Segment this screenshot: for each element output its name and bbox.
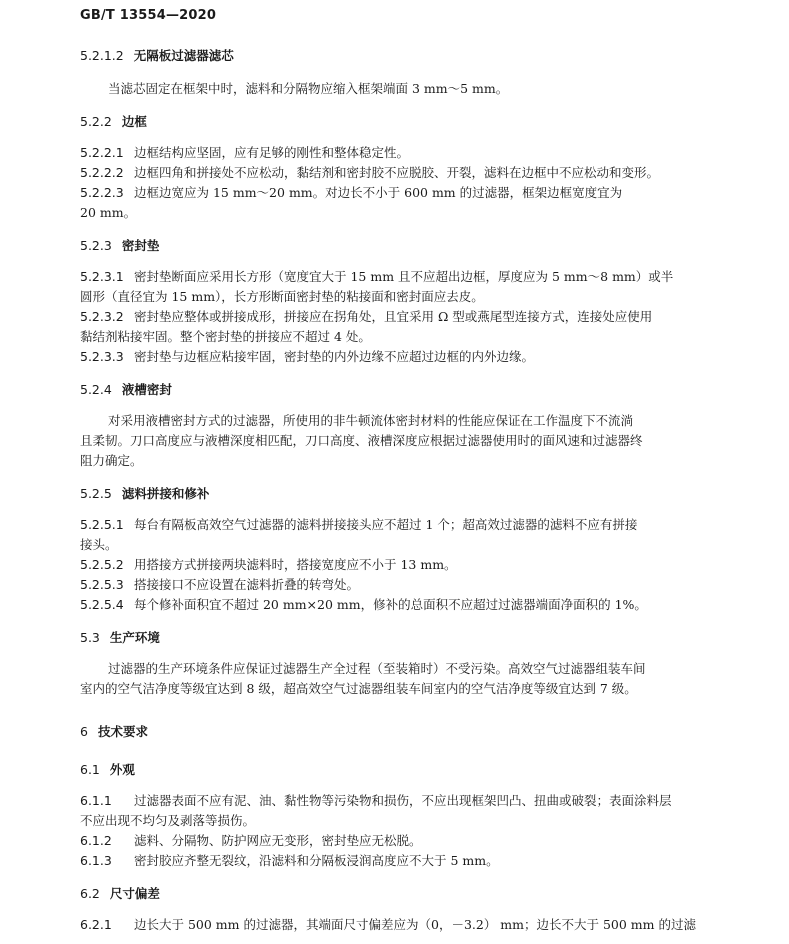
clause-text: 边框四角和拼接处不应松动，黏结剂和密封胶不应脱胶、开裂，滤料在边框中不应松动和变形。	[134, 165, 660, 180]
clause-text: 每个修补面积宜不超过 20 mm×20 mm，修补的总面积不应超过过滤器端面净面积的 1%。	[134, 597, 647, 612]
paragraph-line: 过滤器的生产环境条件应保证过滤器生产全过程（至装箱时）不受污染。高效空气过滤器组装车间	[108, 661, 646, 676]
clause-number: 6.1.3	[80, 853, 112, 868]
clause-number: 5.2.2.1	[80, 145, 124, 160]
clause-text: 密封垫应整体或拼接成形，拼接应在拐角处，且宜采用 Ω 型或燕尾型连接方式，连接处应使用	[134, 309, 653, 324]
section-title: 外观	[109, 762, 135, 777]
section-number: 6.2	[80, 886, 100, 901]
paragraph-line: 对采用液槽密封方式的过滤器，所使用的非牛顿流体密封材料的性能应保证在工作温度下不流淌	[108, 413, 634, 428]
clause-line	[80, 347, 534, 365]
clause-text: 密封胶应齐整无裂纹，沿滤料和分隔板浸润高度应不大于 5 mm。	[134, 853, 499, 868]
section-heading	[80, 628, 160, 646]
section-number: 5.3	[80, 630, 100, 645]
clause-text: 滤料、分隔物、防护网应无变形，密封垫应无松脱。	[134, 833, 422, 848]
paragraph-continuation: 黏结剂粘接牢固。整个密封垫的拼接应不超过 4 处。	[80, 329, 371, 344]
clause-number: 5.2.3.3	[80, 349, 124, 364]
clause-line	[80, 555, 457, 573]
clause-line	[80, 851, 499, 869]
section-number: 5.2.3	[80, 238, 112, 253]
clause-number: 5.2.2.3	[80, 185, 124, 200]
section-title: 密封垫	[121, 238, 160, 253]
paragraph-continuation: 20 mm。	[80, 205, 137, 220]
clause-line	[80, 143, 409, 161]
clause-number: 5.2.2.2	[80, 165, 124, 180]
clause-text: 边长大于 500 mm 的过滤器，其端面尺寸偏差应为（0，－3.2） mm；边长不大于 500 mm 的过滤	[134, 917, 696, 932]
clause-text: 每台有隔板高效空气过滤器的滤料拼接接头应不超过 1 个；超高效过滤器的滤料不应有拼接	[134, 517, 638, 532]
clause-number: 5.2.5.4	[80, 597, 124, 612]
section-heading	[80, 760, 135, 778]
section-title: 无隔板过滤器滤芯	[133, 48, 234, 63]
section-heading	[80, 722, 148, 740]
paragraph-continuation: 阻力确定。	[80, 453, 143, 468]
paragraph-continuation: 接头。	[80, 537, 118, 552]
clause-line	[80, 915, 696, 933]
clause-number: 6.1.1	[80, 793, 112, 808]
paragraph-continuation: 不应出现不均匀及剥落等损伤。	[80, 813, 256, 828]
section-heading	[80, 112, 147, 130]
clause-text: 边框结构应坚固，应有足够的刚性和整体稳定性。	[134, 145, 410, 160]
section-heading	[80, 484, 209, 502]
section-number: 5.2.2	[80, 114, 112, 129]
clause-number: 5.2.3.1	[80, 269, 124, 284]
clause-number: 6.1.2	[80, 833, 112, 848]
section-title: 生产环境	[109, 630, 160, 645]
paragraph-line: 当滤芯固定在框架中时，滤料和分隔物应缩入框架端面 3 mm～5 mm。	[108, 81, 509, 96]
clause-line	[80, 163, 659, 181]
section-title: 滤料拼接和修补	[121, 486, 210, 501]
clause-line	[80, 183, 622, 201]
section-heading	[80, 46, 234, 64]
paragraph-continuation: 圆形（直径宜为 15 mm），长方形断面密封垫的粘接面和密封面应去皮。	[80, 289, 484, 304]
clause-line	[80, 515, 637, 533]
clause-number: 6.2.1	[80, 917, 112, 932]
clause-line	[80, 831, 422, 849]
clause-number: 5.2.5.1	[80, 517, 124, 532]
section-number: 6.1	[80, 762, 100, 777]
clause-text: 密封垫断面应采用长方形（宽度宜大于 15 mm 且不应超出边框，厚度应为 5 mm～8 mm）或半	[134, 269, 674, 284]
clause-line	[80, 575, 359, 593]
clause-text: 密封垫与边框应粘接牢固，密封垫的内外边缘不应超过边框的内外边缘。	[134, 349, 535, 364]
section-heading	[80, 236, 159, 254]
clause-text: 边框边宽应为 15 mm～20 mm。对边长不小于 600 mm 的过滤器，框架边框宽度宜为	[134, 185, 623, 200]
clause-number: 5.2.3.2	[80, 309, 124, 324]
clause-line	[80, 267, 673, 285]
section-title: 液槽密封	[121, 382, 172, 397]
section-heading	[80, 380, 172, 398]
section-number: 5.2.4	[80, 382, 112, 397]
clause-line	[80, 307, 652, 325]
clause-line	[80, 595, 647, 613]
paragraph-continuation: 且柔韧。刀口高度应与液槽深度相匹配，刀口高度、液槽深度应根据过滤器使用时的面风速和过滤器终	[80, 433, 643, 448]
clause-text: 搭接接口不应设置在滤料折叠的转弯处。	[134, 577, 360, 592]
section-title: 技术要求	[97, 724, 148, 739]
section-number: 6	[80, 724, 88, 739]
clause-number: 5.2.5.3	[80, 577, 124, 592]
clause-number: 5.2.5.2	[80, 557, 124, 572]
paragraph-continuation: 室内的空气洁净度等级宜达到 8 级，超高效空气过滤器组装车间室内的空气洁净度等级宜达到 7 级。	[80, 681, 637, 696]
clause-text: 过滤器表面不应有泥、油、黏性物等污染物和损伤，不应出现框架凹凸、扭曲或破裂；表面涂料层	[134, 793, 672, 808]
section-heading	[80, 884, 160, 902]
section-number: 5.2.5	[80, 486, 112, 501]
clause-text: 用搭接方式拼接两块滤料时，搭接宽度应不小于 13 mm。	[134, 557, 457, 572]
section-title: 尺寸偏差	[109, 886, 160, 901]
standard-code-header: GB/T 13554—2020	[80, 8, 217, 23]
section-title: 边框	[121, 114, 147, 129]
section-number: 5.2.1.2	[80, 48, 124, 63]
clause-line	[80, 791, 672, 809]
